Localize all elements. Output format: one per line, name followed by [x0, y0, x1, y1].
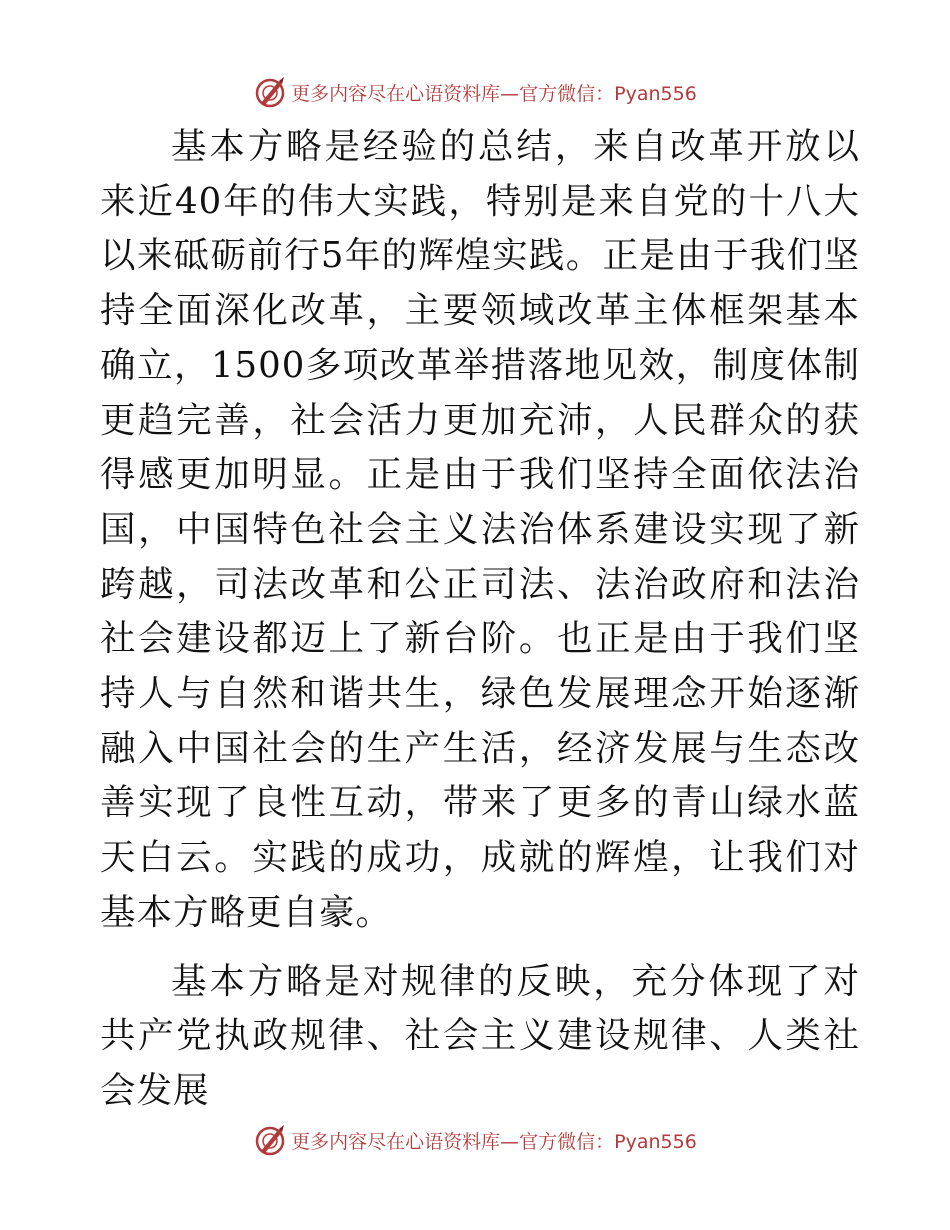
footer-watermark-text: 更多内容尽在心语资料库—官方微信：Pyan556: [291, 1130, 697, 1153]
header-watermark: [0, 72, 950, 112]
document-body: [100, 120, 860, 1119]
paragraph-1: 基本方略是经验的总结，来自改革开放以来近40年的伟大实践，特别是来自党的十八大以来砥砺前行5年的辉煌实践。正是由于我们坚持全面深化改革，主要领域改革主体框架基本确立，1500多项改革举措落地见效，制度体制更趋完善，社会活力更加充沛，人民群众的获得感更加明显。正是由于我们坚持全面依法治国，中国特色社会主义法治体系建设实现了新跨越，司法改革和公正司法、法治政府和法治社会建设都迈上了新台阶。也正是由于我们坚持人与自然和谐共生，绿色发展理念开始逐渐融入中国社会的生产生活，经济发展与生态改善实现了良性互动，带来了更多的青山绿水蓝天白云。实践的成功，成就的辉煌，让我们对基本方略更自豪。: [100, 126, 860, 933]
footer-watermark: [0, 1120, 950, 1160]
quill-pen-logo-icon: [253, 1123, 287, 1157]
header-watermark-text: 更多内容尽在心语资料库—官方微信：Pyan556: [291, 82, 697, 105]
quill-pen-logo-icon: [253, 75, 287, 109]
paragraph-2: 基本方略是对规律的反映，充分体现了对共产党执政规律、社会主义建设规律、人类社会发展: [100, 960, 860, 1111]
